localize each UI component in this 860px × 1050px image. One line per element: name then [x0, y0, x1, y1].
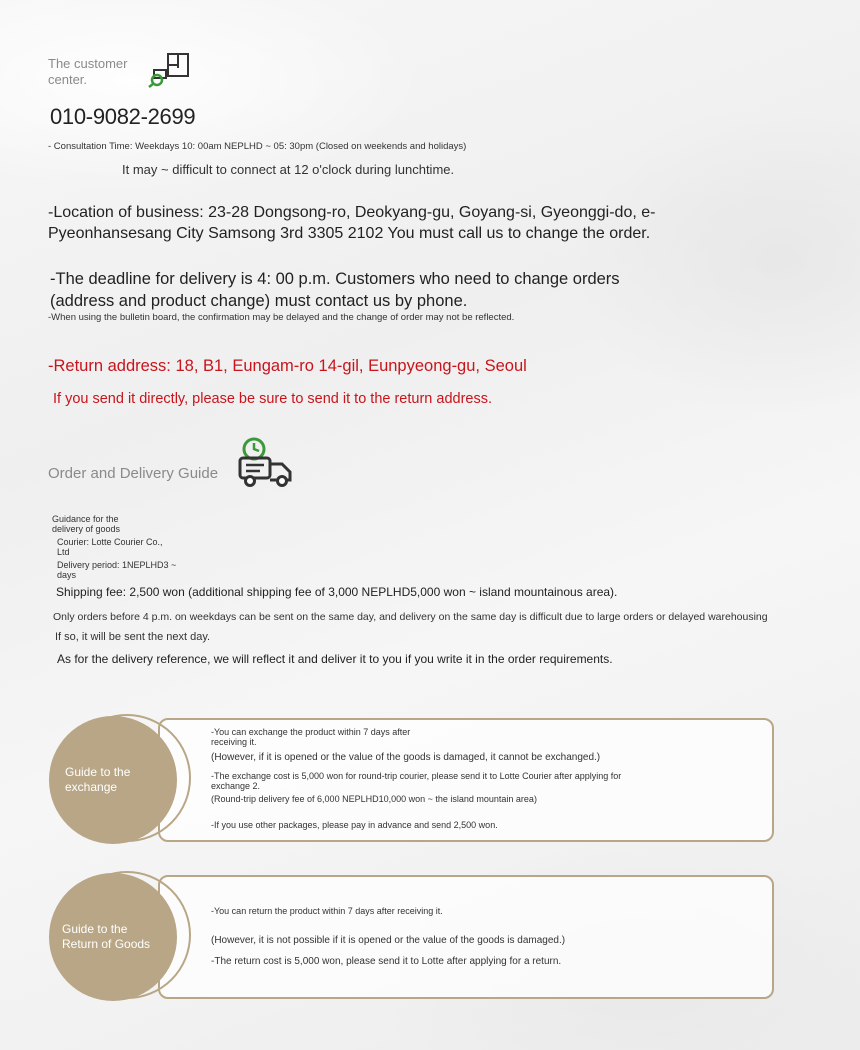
bulletin-board-note: -When using the bulletin board, the confirmation may be delayed and the change of order may not be reflected. — [48, 312, 515, 323]
exchange-guide-label: Guide to the exchange — [65, 765, 131, 794]
shipping-fee: Shipping fee: 2,500 won (additional shipping fee of 3,000 NEPLHD5,000 won ~ island mountainous area). — [56, 585, 618, 599]
delivery-deadline-note: -The deadline for delivery is 4: 00 p.m. Customers who need to change orders (address and product change) must contact us by phone. — [50, 270, 620, 310]
lunch-time-note: It may ~ difficult to connect at 12 o'clock during lunchtime. — [122, 162, 455, 177]
consultation-hours: - Consultation Time: Weekdays 10: 00am NEPLHD ~ 05: 30pm (Closed on weekends and holidays) — [48, 141, 467, 152]
return-line-1: -You can return the product within 7 days after receiving it. — [211, 906, 443, 916]
direct-send-note: If you send it directly, please be sure to send it to the return address. — [53, 391, 493, 407]
exchange-guide-badge — [49, 716, 177, 844]
delivery-truck-clock-icon — [236, 436, 294, 488]
courier-info: Courier: Lotte Courier Co., Ltd — [57, 537, 163, 557]
return-guide-label: Guide to the Return of Goods — [62, 922, 151, 951]
exchange-line-2: (However, if it is opened or the value of the goods is damaged, it cannot be exchanged.) — [211, 752, 601, 763]
exchange-line-1: -You can exchange the product within 7 days after receiving it. — [211, 727, 411, 747]
business-location: -Location of business: 23-28 Dongsong-ro, Deokyang-gu, Goyang-si, Gyeonggi-do, e-Pyeonhansesang City Samsong 3rd 3305 2102 You must call us to change the order. — [48, 204, 656, 242]
exchange-line-3: -The exchange cost is 5,000 won for round-trip courier, please send it to Lotte Courier after applying for exchange 2. — [211, 771, 622, 791]
delivery-period: Delivery period: 1NEPLHD3 ~ days — [57, 560, 177, 580]
delivery-reference-note: As for the delivery reference, we will reflect it and deliver it to you if you write it in the order requirements. — [57, 652, 613, 666]
return-line-3: -The return cost is 5,000 won, please send it to Lotte after applying for a return. — [211, 956, 562, 967]
next-day-note: If so, it will be sent the next day. — [55, 631, 211, 643]
guidance-title: Guidance for the delivery of goods — [52, 514, 121, 534]
customer-center-title: The customer center. — [48, 56, 128, 87]
exchange-line-5: -If you use other packages, please pay in advance and send 2,500 won. — [211, 820, 498, 830]
same-day-shipping-note: Only orders before 4 p.m. on weekdays can be sent on the same day, and delivery on the same day is difficult due to large orders or delayed warehousing — [53, 611, 768, 623]
exchange-line-4: (Round-trip delivery fee of 6,000 NEPLHD10,000 won ~ the island mountain area) — [211, 794, 537, 804]
order-delivery-guide-title: Order and Delivery Guide — [48, 465, 219, 482]
window-search-icon — [148, 52, 192, 88]
return-address: -Return address: 18, B1, Eungam-ro 14-gil, Eunpyeong-gu, Seoul — [48, 357, 527, 375]
return-line-2: (However, it is not possible if it is opened or the value of the goods is damaged.) — [211, 935, 566, 946]
customer-phone-number[interactable]: 010-9082-2699 — [50, 104, 196, 129]
return-guide-badge — [49, 873, 177, 1001]
